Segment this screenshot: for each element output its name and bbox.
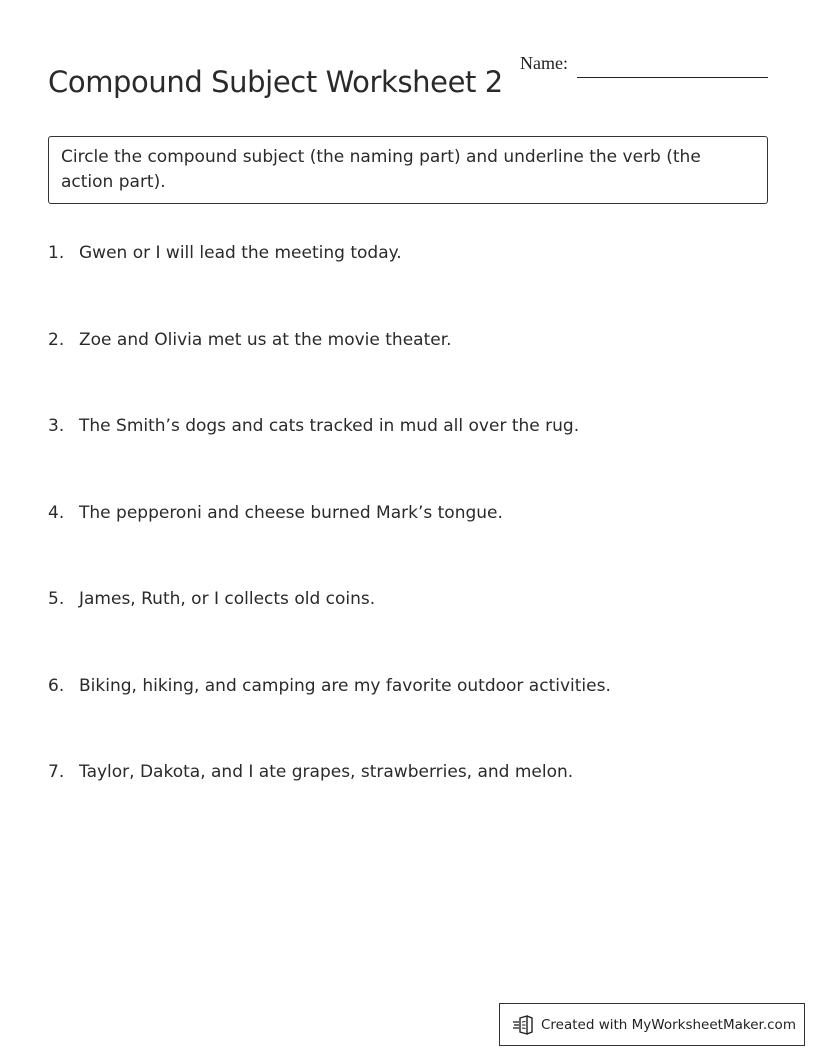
question-list (48, 240, 768, 846)
name-label: Name: (520, 53, 568, 73)
question-item (48, 673, 768, 760)
page-title: Compound Subject Worksheet 2 (48, 65, 503, 100)
instructions-box (48, 136, 768, 204)
question-text: The pepperoni and cheese burned Mark’s tongue. (79, 502, 503, 523)
question-item (48, 413, 768, 500)
question-item (48, 240, 768, 327)
name-line (577, 77, 768, 78)
question-number: 6. (48, 675, 65, 696)
footer-text: Created with MyWorksheetMaker.com (541, 1016, 796, 1033)
question-item (48, 500, 768, 587)
question-number: 7. (48, 762, 65, 782)
question-item (48, 327, 768, 414)
question-text: James, Ruth, or I collects old coins. (79, 589, 376, 609)
question-text: Gwen or I will lead the meeting today. (79, 243, 402, 263)
instructions-text: Circle the compound subject (the naming part) and underline the verb (the action part). (61, 147, 701, 192)
question-number: 5. (48, 589, 65, 609)
question-number: 2. (48, 329, 65, 350)
footer-credit (499, 1003, 805, 1046)
question-text: The Smith’s dogs and cats tracked in mud all over the rug. (79, 416, 580, 436)
question-item (48, 586, 768, 673)
question-number: 4. (48, 502, 65, 523)
question-number: 1. (48, 243, 65, 263)
question-text: Taylor, Dakota, and I ate grapes, strawberries, and melon. (79, 762, 574, 782)
question-text: Zoe and Olivia met us at the movie theater. (79, 329, 452, 350)
question-item (48, 759, 768, 846)
worksheet-maker-logo-icon (512, 1014, 534, 1036)
question-text: Biking, hiking, and camping are my favorite outdoor activities. (79, 675, 611, 696)
question-number: 3. (48, 416, 65, 436)
